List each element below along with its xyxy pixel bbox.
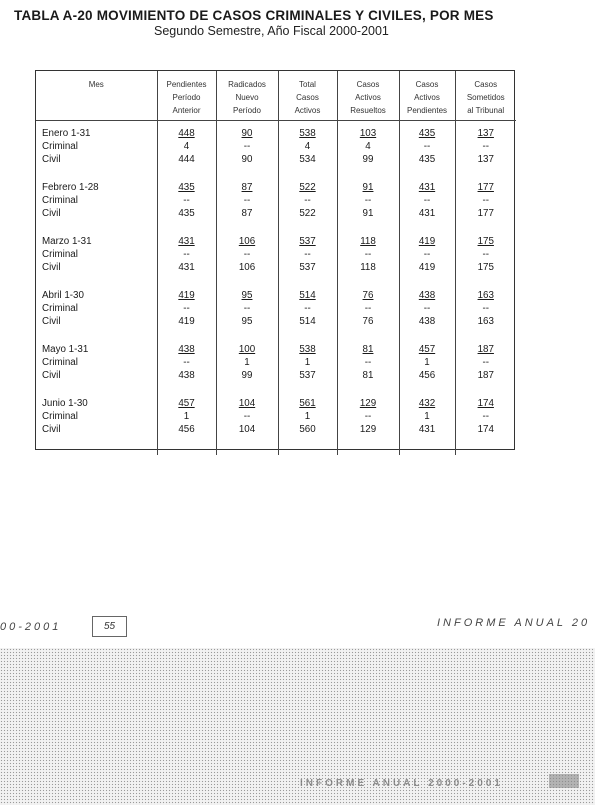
row-label: Criminal (42, 411, 78, 422)
table-cell (455, 235, 516, 248)
row-label: Febrero 1-28 (42, 182, 99, 193)
table-cell (216, 261, 278, 274)
cell-value: 431 (418, 208, 436, 219)
civil-row (36, 369, 516, 382)
table-cell (455, 127, 516, 140)
table-cell (337, 153, 399, 166)
table-cell (399, 397, 455, 410)
table-cell (455, 343, 516, 356)
table-cell (399, 369, 455, 382)
civil-row (36, 423, 516, 436)
table-cell (399, 410, 455, 423)
cell-value: 99 (362, 154, 374, 165)
column-header-6 (455, 71, 516, 121)
cell-value: 538 (299, 344, 316, 355)
table-cell (455, 369, 516, 382)
table-cell (455, 261, 516, 274)
cell-value: -- (482, 411, 490, 422)
cell-value: 435 (418, 154, 436, 165)
row-label: Marzo 1-31 (42, 236, 92, 247)
table-cell (216, 127, 278, 140)
table-cell (157, 410, 216, 423)
cell-value: 91 (362, 208, 374, 219)
table-cell (278, 248, 337, 261)
cell-value: 177 (477, 208, 494, 219)
cell-value: 106 (238, 262, 256, 273)
cell-value: 537 (299, 262, 316, 273)
cell-value: -- (243, 411, 251, 422)
table-cell (278, 181, 337, 194)
cell-value: 104 (238, 424, 256, 435)
table-cell (216, 140, 278, 153)
criminal-row (36, 302, 516, 315)
cell-value: -- (183, 249, 190, 260)
column-header-line: Sometidos (466, 93, 505, 102)
table-cell (157, 181, 216, 194)
cell-value: 419 (418, 236, 436, 247)
table-cell (455, 248, 516, 261)
cell-value: 1 (304, 411, 311, 422)
cell-value: 522 (299, 208, 316, 219)
table-cell (157, 423, 216, 436)
table-cell (337, 302, 399, 315)
cell-value: -- (304, 195, 311, 206)
cell-value: 419 (178, 290, 195, 301)
column-header-3 (278, 71, 337, 121)
table-cell (337, 261, 399, 274)
table-cell (337, 410, 399, 423)
table-cell (455, 423, 516, 436)
table-cell (455, 140, 516, 153)
month-total-row (36, 127, 516, 140)
month-total-row (36, 235, 516, 248)
table-cell (278, 127, 337, 140)
cell-value: 431 (418, 182, 436, 193)
table-cell (278, 397, 337, 410)
cell-value: -- (364, 195, 372, 206)
row-label: Criminal (42, 303, 78, 314)
table-title: TABLA A-20 MOVIMIENTO DE CASOS CRIMINALES Y CIVILES, POR MES (14, 8, 494, 23)
month-total-row (36, 289, 516, 302)
table-cell (399, 343, 455, 356)
table-cell (399, 315, 455, 328)
footer-report-title: INFORME ANUAL 20 (437, 617, 591, 629)
table-cell (216, 153, 278, 166)
column-header-line: Resueltos (350, 106, 386, 115)
cell-value: 103 (359, 128, 377, 139)
cell-value: 81 (362, 344, 374, 355)
cell-value: -- (482, 249, 490, 260)
column-header-line: Período (232, 106, 262, 115)
table-cell (278, 153, 337, 166)
cell-value: 163 (477, 316, 494, 327)
cell-value: 1 (183, 411, 190, 422)
table-cell (157, 127, 216, 140)
column-header-line: Activos (355, 93, 381, 102)
table-cell (455, 302, 516, 315)
table-cell (399, 302, 455, 315)
criminal-row (36, 356, 516, 369)
table-cell (278, 140, 337, 153)
cell-value: -- (183, 303, 190, 314)
column-header-0 (36, 71, 157, 121)
table-cell (399, 153, 455, 166)
table-cell (216, 315, 278, 328)
column-header-line: Casos (356, 80, 380, 89)
cell-value: -- (364, 249, 372, 260)
cell-value: -- (423, 249, 431, 260)
cell-value: 87 (241, 182, 253, 193)
row-label: Criminal (42, 195, 78, 206)
column-header-line: Activos (294, 106, 321, 115)
table-cell (157, 140, 216, 153)
table-cell (399, 140, 455, 153)
row-label: Mayo 1-31 (42, 344, 89, 355)
cell-value: -- (482, 357, 490, 368)
criminal-row (36, 410, 516, 423)
cell-value: 91 (362, 182, 374, 193)
table-cell (455, 397, 516, 410)
table-cell (337, 235, 399, 248)
table-cell (337, 423, 399, 436)
table-cell (399, 235, 455, 248)
cell-value: 456 (418, 370, 436, 381)
table-cell (337, 194, 399, 207)
cell-value: 4 (365, 141, 371, 152)
table-cell (399, 248, 455, 261)
civil-row (36, 261, 516, 274)
table-cell (216, 194, 278, 207)
column-header-line: Pendientes (406, 106, 448, 115)
table-cell (157, 153, 216, 166)
table-cell (278, 261, 337, 274)
cell-value: 95 (241, 290, 253, 301)
table-cell (216, 410, 278, 423)
cell-value: 175 (477, 262, 494, 273)
column-header-line: Casos (474, 80, 498, 89)
cell-value: 174 (477, 424, 494, 435)
table-cell (157, 248, 216, 261)
cell-value: -- (482, 303, 490, 314)
table-cell (278, 289, 337, 302)
cell-value: 444 (178, 154, 195, 165)
cell-value: -- (482, 141, 490, 152)
cell-value: 76 (362, 316, 374, 327)
table-cell (216, 235, 278, 248)
cell-value: 435 (418, 128, 436, 139)
column-header-4 (337, 71, 399, 121)
table-cell (216, 356, 278, 369)
table-cell (455, 356, 516, 369)
row-label: Criminal (42, 357, 78, 368)
table-cell (337, 181, 399, 194)
table-cell (455, 289, 516, 302)
row-label: Civil (42, 370, 61, 381)
cell-value: 435 (178, 208, 195, 219)
month-total-row (36, 181, 516, 194)
table-cell (157, 207, 216, 220)
cell-value: 95 (241, 316, 253, 327)
cell-value: 118 (360, 262, 376, 273)
cell-value: 177 (477, 182, 494, 193)
table-cell (216, 289, 278, 302)
page-number: 55 (92, 616, 127, 637)
cell-value: 419 (178, 316, 195, 327)
cell-value: 118 (360, 236, 376, 247)
table-cell (337, 127, 399, 140)
column-header-line: Radicados (228, 80, 266, 89)
cell-value: -- (423, 195, 431, 206)
table-cell (157, 369, 216, 382)
table-cell (216, 181, 278, 194)
table-cell (157, 397, 216, 410)
table-cell (157, 289, 216, 302)
column-header-5 (399, 71, 455, 121)
column-header-line: al Tribunal (467, 106, 505, 115)
cell-value: 187 (477, 344, 494, 355)
table-cell (216, 423, 278, 436)
table-cell (399, 289, 455, 302)
cell-value: -- (304, 303, 311, 314)
table-cell (278, 343, 337, 356)
table-cell (278, 235, 337, 248)
cell-value: 537 (299, 370, 316, 381)
column-header-line: Activos (414, 93, 440, 102)
cell-value: -- (243, 249, 251, 260)
column-header-1 (157, 71, 216, 121)
cell-value: 1 (424, 357, 430, 368)
cell-value: 432 (418, 398, 436, 409)
cell-value: 438 (178, 370, 195, 381)
cell-value: 4 (304, 141, 311, 152)
cell-value: 560 (299, 424, 316, 435)
table-cell (455, 315, 516, 328)
table-cell (337, 356, 399, 369)
table-cell (278, 356, 337, 369)
cell-value: 129 (359, 398, 377, 409)
table-cell (157, 194, 216, 207)
cell-value: 187 (477, 370, 494, 381)
civil-row (36, 153, 516, 166)
table-cell (157, 356, 216, 369)
table-cell (337, 397, 399, 410)
table-cell (337, 140, 399, 153)
column-header-line: Casos (415, 80, 439, 89)
table-cell (157, 315, 216, 328)
table-cell (337, 343, 399, 356)
cell-value: 87 (241, 208, 253, 219)
criminal-row (36, 140, 516, 153)
table-cell (399, 194, 455, 207)
cell-value: 1 (244, 357, 250, 368)
cell-value: -- (183, 195, 190, 206)
table-cell (278, 302, 337, 315)
cell-value: 457 (418, 344, 436, 355)
cell-value: 174 (477, 398, 494, 409)
cell-value: 435 (178, 182, 195, 193)
row-label: Criminal (42, 141, 78, 152)
cell-value: 448 (178, 128, 195, 139)
cell-value: 81 (362, 370, 374, 381)
column-header-line: Anterior (172, 106, 201, 115)
table-cell (337, 207, 399, 220)
column-header-line: Casos (296, 93, 319, 102)
cell-value: 129 (359, 424, 377, 435)
footer-year: 00-2001 (0, 621, 62, 633)
cases-table (35, 70, 515, 450)
halftone-background (0, 648, 595, 805)
cell-value: 419 (418, 262, 436, 273)
table-cell (157, 343, 216, 356)
table-cell (278, 369, 337, 382)
table-cell (216, 369, 278, 382)
cell-value: 163 (477, 290, 494, 301)
table-cell (337, 289, 399, 302)
cell-value: -- (364, 357, 372, 368)
table-subtitle: Segundo Semestre, Año Fiscal 2000-2001 (154, 24, 389, 38)
table-cell (278, 410, 337, 423)
table-cell (455, 153, 516, 166)
table-cell (157, 235, 216, 248)
cell-value: 431 (178, 262, 195, 273)
cell-value: 522 (299, 182, 316, 193)
cell-value: 104 (238, 398, 256, 409)
row-label: Civil (42, 424, 61, 435)
table-cell (337, 315, 399, 328)
cell-value: 137 (477, 128, 494, 139)
table-cell (399, 356, 455, 369)
cell-value: 537 (299, 236, 316, 247)
row-label: Civil (42, 208, 61, 219)
row-label: Civil (42, 154, 61, 165)
row-label: Enero 1-31 (42, 128, 91, 139)
cell-value: 456 (178, 424, 195, 435)
ghost-page-box (549, 774, 579, 788)
table-cell (399, 127, 455, 140)
table-cell (157, 261, 216, 274)
cell-value: 438 (178, 344, 195, 355)
column-header-line: Período (172, 93, 201, 102)
table-cell (399, 181, 455, 194)
table-cell (157, 302, 216, 315)
cell-value: 76 (362, 290, 374, 301)
table-cell (216, 343, 278, 356)
cell-value: 438 (418, 290, 436, 301)
cell-value: 514 (299, 290, 316, 301)
cell-value: -- (183, 357, 190, 368)
month-total-row (36, 343, 516, 356)
table-cell (216, 302, 278, 315)
row-label: Civil (42, 262, 61, 273)
table-cell (337, 369, 399, 382)
cell-value: 175 (477, 236, 494, 247)
cell-value: 431 (178, 236, 195, 247)
criminal-row (36, 248, 516, 261)
table-cell (278, 423, 337, 436)
table-cell (455, 181, 516, 194)
cell-value: 106 (238, 236, 256, 247)
table-cell (337, 248, 399, 261)
table-cell (216, 207, 278, 220)
table-cell (399, 207, 455, 220)
cell-value: -- (304, 249, 311, 260)
cell-value: 1 (304, 357, 311, 368)
column-header-line: Nuevo (235, 93, 259, 102)
cell-value: 514 (299, 316, 316, 327)
cell-value: -- (482, 195, 490, 206)
cell-value: -- (364, 303, 372, 314)
cell-value: 438 (418, 316, 436, 327)
table-cell (278, 315, 337, 328)
table-cell (216, 248, 278, 261)
cell-value: 1 (424, 411, 430, 422)
cell-value: 561 (299, 398, 316, 409)
table-cell (455, 194, 516, 207)
cell-value: 4 (183, 141, 190, 152)
month-total-row (36, 397, 516, 410)
cell-value: 534 (299, 154, 316, 165)
civil-row (36, 315, 516, 328)
row-label: Criminal (42, 249, 78, 260)
ghost-footer-text: INFORME ANUAL 2000-2001 (300, 778, 503, 789)
cell-value: 99 (241, 370, 253, 381)
cell-value: 100 (238, 344, 256, 355)
column-header-2 (216, 71, 278, 121)
table-cell (399, 261, 455, 274)
cell-value: -- (423, 141, 431, 152)
cell-value: -- (243, 195, 251, 206)
cell-value: -- (364, 411, 372, 422)
table-header-row (36, 71, 516, 121)
criminal-row (36, 194, 516, 207)
row-label: Civil (42, 316, 61, 327)
column-header-line: Total (299, 80, 316, 89)
column-header-line: Pendientes (166, 80, 207, 89)
table-cell (278, 207, 337, 220)
table-cell (216, 397, 278, 410)
civil-row (36, 207, 516, 220)
row-label: Abril 1-30 (42, 290, 84, 301)
cell-value: 90 (241, 154, 253, 165)
cell-value: -- (243, 303, 251, 314)
table-cell (399, 423, 455, 436)
cell-value: 431 (418, 424, 436, 435)
cell-value: 457 (178, 398, 195, 409)
cell-value: -- (423, 303, 431, 314)
table-cell (455, 410, 516, 423)
cell-value: 538 (299, 128, 316, 139)
cell-value: 137 (477, 154, 494, 165)
table-cell (455, 207, 516, 220)
cell-value: 90 (241, 128, 253, 139)
column-header-line: Mes (88, 80, 104, 89)
table-cell (278, 194, 337, 207)
cell-value: -- (243, 141, 251, 152)
row-label: Junio 1-30 (42, 398, 88, 409)
